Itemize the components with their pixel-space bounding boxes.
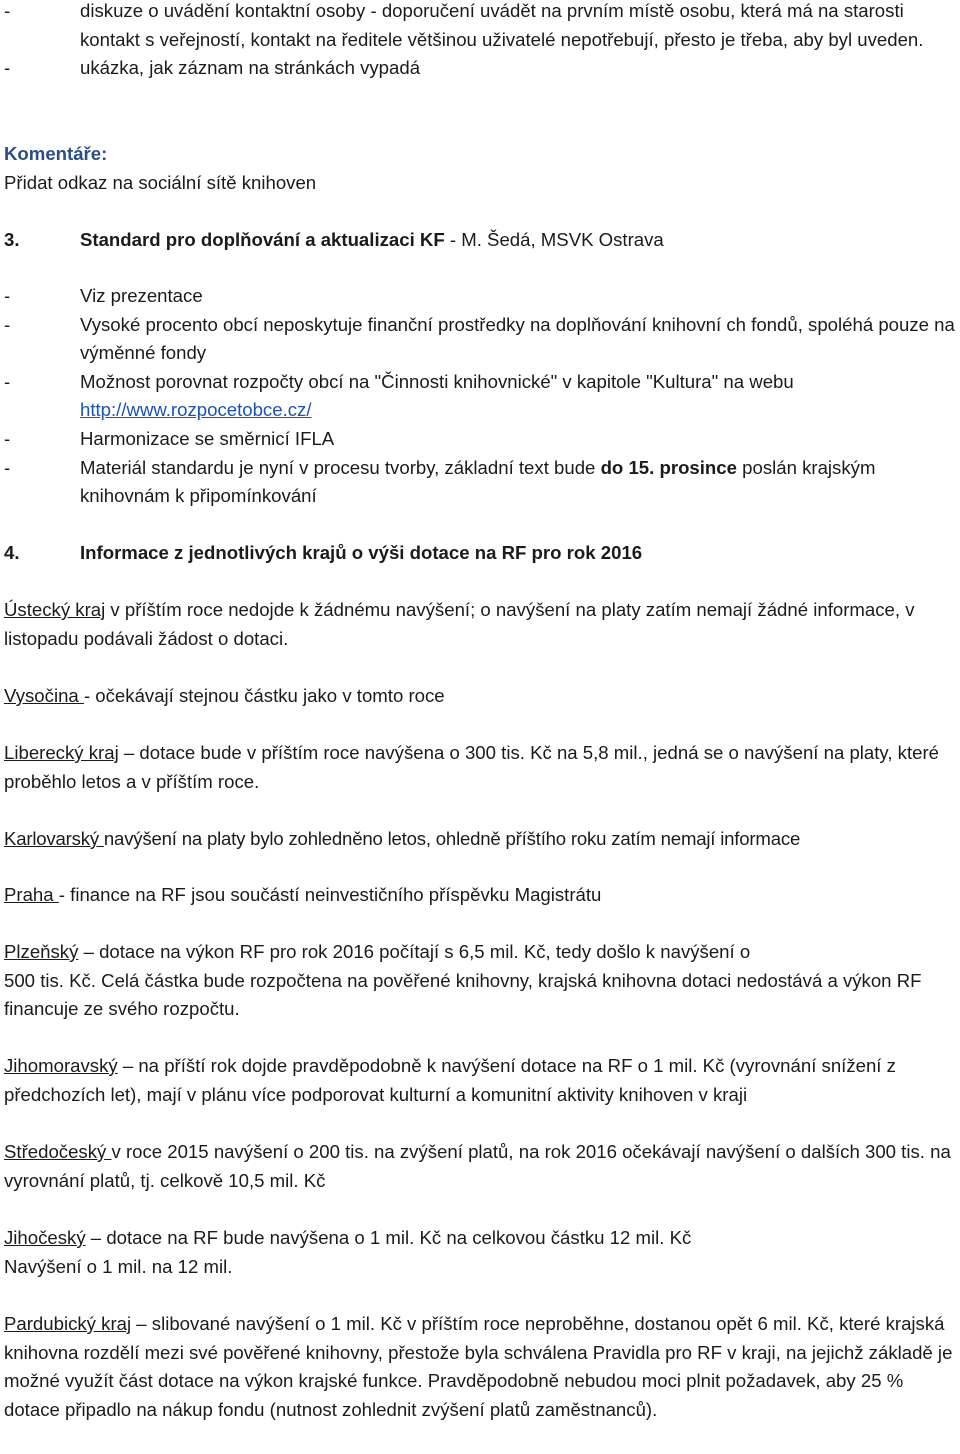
region-paragraph (4, 1052, 960, 1109)
section-3-heading (4, 226, 960, 255)
bullet-dash: - (4, 427, 11, 449)
bullet-dash: - (4, 0, 11, 21)
region-name: Pardubický kraj (4, 1313, 132, 1334)
region-paragraph (4, 938, 960, 1024)
section-3-list (4, 282, 960, 511)
region-name: Plzeňský (4, 941, 79, 962)
region-paragraph (4, 1224, 960, 1281)
region-text: v roce 2015 navýšení o 200 tis. na zvýšení platů, na rok 2016 očekávají navýšení o dalších 300 tis. na vyrovnání platů, tj. celkově 10,5 mil. Kč (4, 1141, 951, 1191)
list-item-text: Možnost porovnat rozpočty obcí na "Činnosti knihovnické" v kapitole "Kultura" na webu (80, 370, 794, 392)
region-paragraph (4, 825, 960, 854)
section-title: Standard pro doplňování a aktualizaci KF (80, 229, 445, 250)
list-item-text: ukázka, jak záznam na stránkách vypadá (80, 57, 421, 79)
list-item-text: Harmonizace se směrnicí IFLA (80, 427, 335, 449)
region-paragraph (4, 881, 960, 910)
bullet-dash: - (4, 456, 11, 478)
comments-label: Komentáře: (4, 143, 108, 164)
comments-block (4, 140, 960, 197)
list-item-text: Materiál standardu je nyní v procesu tvorby, základní text bude (80, 456, 601, 478)
region-name: Ústecký kraj (4, 599, 106, 620)
region-paragraph (4, 682, 960, 711)
region-name: Vysočina (4, 685, 84, 706)
region-name: Jihočeský (4, 1227, 86, 1248)
region-text: v příštím roce nedojde k žádnému navýšení; o navýšení na platy zatím nemají žádné informace, v listopadu podávali žádost o dotaci. (4, 599, 915, 649)
deadline-month: prosince (659, 456, 737, 478)
region-text: – dotace na výkon RF pro rok 2016 počítají s 6,5 mil. Kč, tedy došlo k navýšení o (78, 941, 751, 962)
comments-text: Přidat odkaz na sociální sítě knihoven (4, 171, 317, 193)
region-text: – dotace bude v příštím roce navýšena o 300 tis. Kč na 5,8 mil., jedná se o navýšení na platy, které proběhlo letos a v příštím roce. (4, 742, 940, 792)
deadline-day: do 15. (600, 456, 655, 478)
list-item-text: Viz prezentace (80, 285, 203, 306)
rozpocetobce-link[interactable]: http://www.rozpocetobce.cz/ (80, 399, 312, 421)
bullet-dash: - (4, 370, 11, 392)
list-item (4, 368, 960, 425)
region-paragraph (4, 596, 960, 653)
bullet-dash: - (4, 57, 11, 79)
region-name: Jihomoravský (4, 1055, 118, 1076)
list-item (4, 425, 960, 454)
region-paragraph (4, 739, 960, 796)
section-4-heading (4, 539, 960, 568)
top-bullet-list (4, 0, 960, 83)
region-text: - finance na RF jsou součástí neinvestičního příspěvku Magistrátu (58, 884, 602, 905)
list-item-text: Vysoké procento obcí neposkytuje finanční prostředky na doplňování knihovní ch fondů, spoléhá pouze na výměnné fondy (80, 313, 955, 364)
region-text-continued: 500 tis. Kč. Celá částka bude rozpočtena na pověřené knihovny, krajská knihovna dotaci nedostává a výkon RF financuje ze svého rozpočtu. (4, 969, 922, 1020)
bullet-dash: - (4, 313, 11, 335)
section-author: - M. Šedá, MSVK Ostrava (444, 229, 664, 250)
region-text: - očekávají stejnou částku jako v tomto roce (83, 685, 445, 706)
section-number: 3. (4, 229, 20, 250)
list-item (4, 282, 960, 311)
region-text: navýšení na platy bylo zohledněno letos, ohledně příštího roku zatím nemají informace (103, 828, 801, 849)
region-text-continued: Navýšení o 1 mil. na 12 mil. (4, 1255, 233, 1277)
region-name: Praha (4, 884, 59, 905)
bullet-dash: - (4, 285, 11, 306)
list-item (4, 54, 960, 83)
region-paragraph (4, 1310, 960, 1424)
list-item-text: diskuze o uvádění kontaktní osoby - doporučení uvádět na prvním místě osobu, která má na starosti kontakt s veřejností, kontakt na ředitele většinou uživatelé nepotřebují, přesto je třeba, aby byl uveden. (80, 0, 924, 50)
region-text: – na příští rok dojde pravděpodobně k navýšení dotace na RF o 1 mil. Kč (vyrovnání snížení z předchozích let), mají v plánu více podporovat kulturní a komunitní aktivity knihoven v kraji (4, 1055, 896, 1105)
region-name: Karlovarský (4, 828, 104, 849)
region-name: Středočeský (4, 1141, 112, 1162)
section-title: Informace z jednotlivých krajů o výši dotace na RF pro rok 2016 (80, 542, 643, 563)
list-item-text-end: poslán krajským knihovnám k připomínkování (80, 456, 876, 507)
list-item (4, 454, 960, 511)
region-paragraph (4, 1138, 960, 1195)
list-item (4, 0, 960, 54)
region-name: Liberecký kraj (4, 742, 119, 763)
region-text: – slibované navýšení o 1 mil. Kč v příštím roce neproběhne, dostanou opět 6 mil. Kč, které krajská knihovna rozdělí mezi své pověřené knihovny, přestože byla schválena Pravidla pro RF v kraji, na jejichž základě je možné využít část dotace na výkon krajské funkce. Pravděpodobně nebudou moci plnit požadavek, aby 25 % dotace připadlo na nákup fondu (nutnost zohlednit zvýšení platů zaměstnanců). (4, 1313, 953, 1420)
region-text: – dotace na RF bude navýšena o 1 mil. Kč na celkovou částku 12 mil. Kč (85, 1227, 692, 1248)
section-number: 4. (4, 542, 20, 563)
list-item (4, 311, 960, 368)
